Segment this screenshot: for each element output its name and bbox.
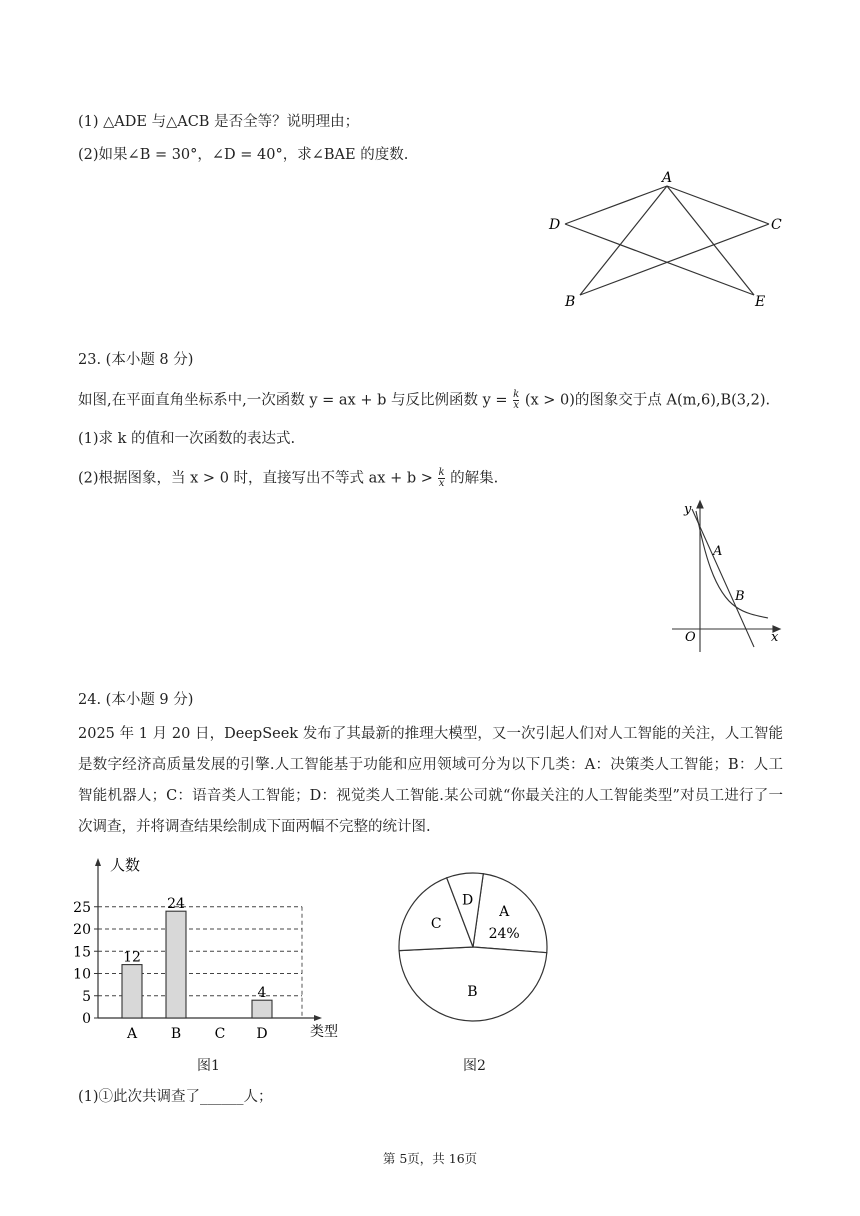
q23-part2 [78,468,498,489]
pie-label-a: A [499,903,510,920]
bar-a [122,965,142,1018]
q23-part2-frac-num: k [438,467,445,478]
q23-stem-b: (x > 0)的图象交于点 A(m,6),B(3,2). [524,392,771,409]
y-tick-label: 15 [73,944,91,961]
q23-header: 23. (本小题 8 分) [78,352,194,368]
q23-part1: (1)求 k 的值和一次函数的表达式. [78,431,296,447]
q23-part2-fraction [438,468,444,489]
y-tick-label: 20 [73,922,91,938]
q24-paragraph: 2025 年 1 月 20 日，DeepSeek 发布了其最新的推理大模型，又一次引起人们对人工智能的关注，人工智能是数字经济高质量发展的引擎.人工智能基于功能和应用领域可分为以下几类：A：决策类人工智能；B：人工智能机器人；C：语音类人工智能；D：视觉类人工智能.某公司就“你最关注的人工智能类型”对员工进行了一次调查，并将调查结果绘制成下面两幅不完整的统计图. [78,726,783,835]
linear-function-line [692,509,754,647]
x-axis-arrow-icon [314,1015,322,1021]
bar-b [166,911,186,1018]
q23-part2-a: (2)根据图象，当 x > 0 时，直接写出不等式 ax + b > [78,470,433,487]
pie-percent-label: 24% [488,925,520,942]
graph-label-o: O [685,630,696,645]
y-axis-arrow-icon [697,501,703,508]
bar-chart [70,852,360,1052]
y-tick-label: 10 [73,966,91,983]
y-axis-arrow-icon [95,858,101,866]
pie-label-b: B [467,983,478,1000]
pie-label-d: D [462,892,474,909]
pie-chart-caption: 图2 [463,1058,486,1074]
q23-stem [78,390,770,411]
function-graph [664,497,794,657]
y-tick-label: 25 [73,899,91,916]
q22-part2: (2)如果∠B = 30°，∠D = 40°，求∠BAE 的度数. [78,147,409,163]
vertex-label-b: B [565,294,576,310]
y-axis-title: 人数 [110,856,141,874]
category-label: C [214,1026,226,1042]
bar-value-label: 24 [167,896,185,913]
q23-part2-frac-den: x [438,478,445,489]
category-label: D [256,1026,268,1042]
graph-label-b: B [735,589,745,604]
q22-part1: (1) △ADE 与△ACB 是否全等？说明理由； [78,114,360,130]
bar-value-label: 4 [257,985,267,1002]
page-footer: 第 5页，共 16页 [382,1151,478,1166]
graph-label-y: y [684,502,692,517]
triangle-figure [540,165,790,315]
graph-label-x: x [771,630,779,645]
category-label: B [170,1026,182,1042]
y-tick-label: 0 [82,1011,91,1027]
graph-label-a: A [713,544,723,559]
q23-part2-b: 的解集. [450,470,499,487]
hyperbola-curve [696,511,768,618]
vertex-label-e: E [755,294,766,310]
x-axis-title: 类型 [310,1024,338,1040]
bar-chart-caption: 图1 [197,1058,220,1074]
vertex-label-d: D [549,217,561,233]
y-tick-label: 5 [82,988,91,1005]
vertex-label-c: C [771,217,782,233]
q23-stem-frac-num: k [513,389,520,400]
q24-part1: (1)①此次共调查了______人； [78,1089,273,1105]
bar-value-label: 12 [123,949,141,966]
vertex-label-a: A [662,170,673,186]
q24-header: 24. (本小题 9 分) [78,692,194,708]
q23-stem-a: 如图,在平面直角坐标系中,一次函数 y = ax + b 与反比例函数 y = [78,392,508,409]
pie-chart [390,862,560,1032]
bar-d [252,1000,272,1018]
pie-label-c: C [430,915,442,932]
q23-stem-frac-den: x [513,400,519,411]
category-label: A [126,1026,138,1042]
q23-stem-fraction [513,390,519,411]
